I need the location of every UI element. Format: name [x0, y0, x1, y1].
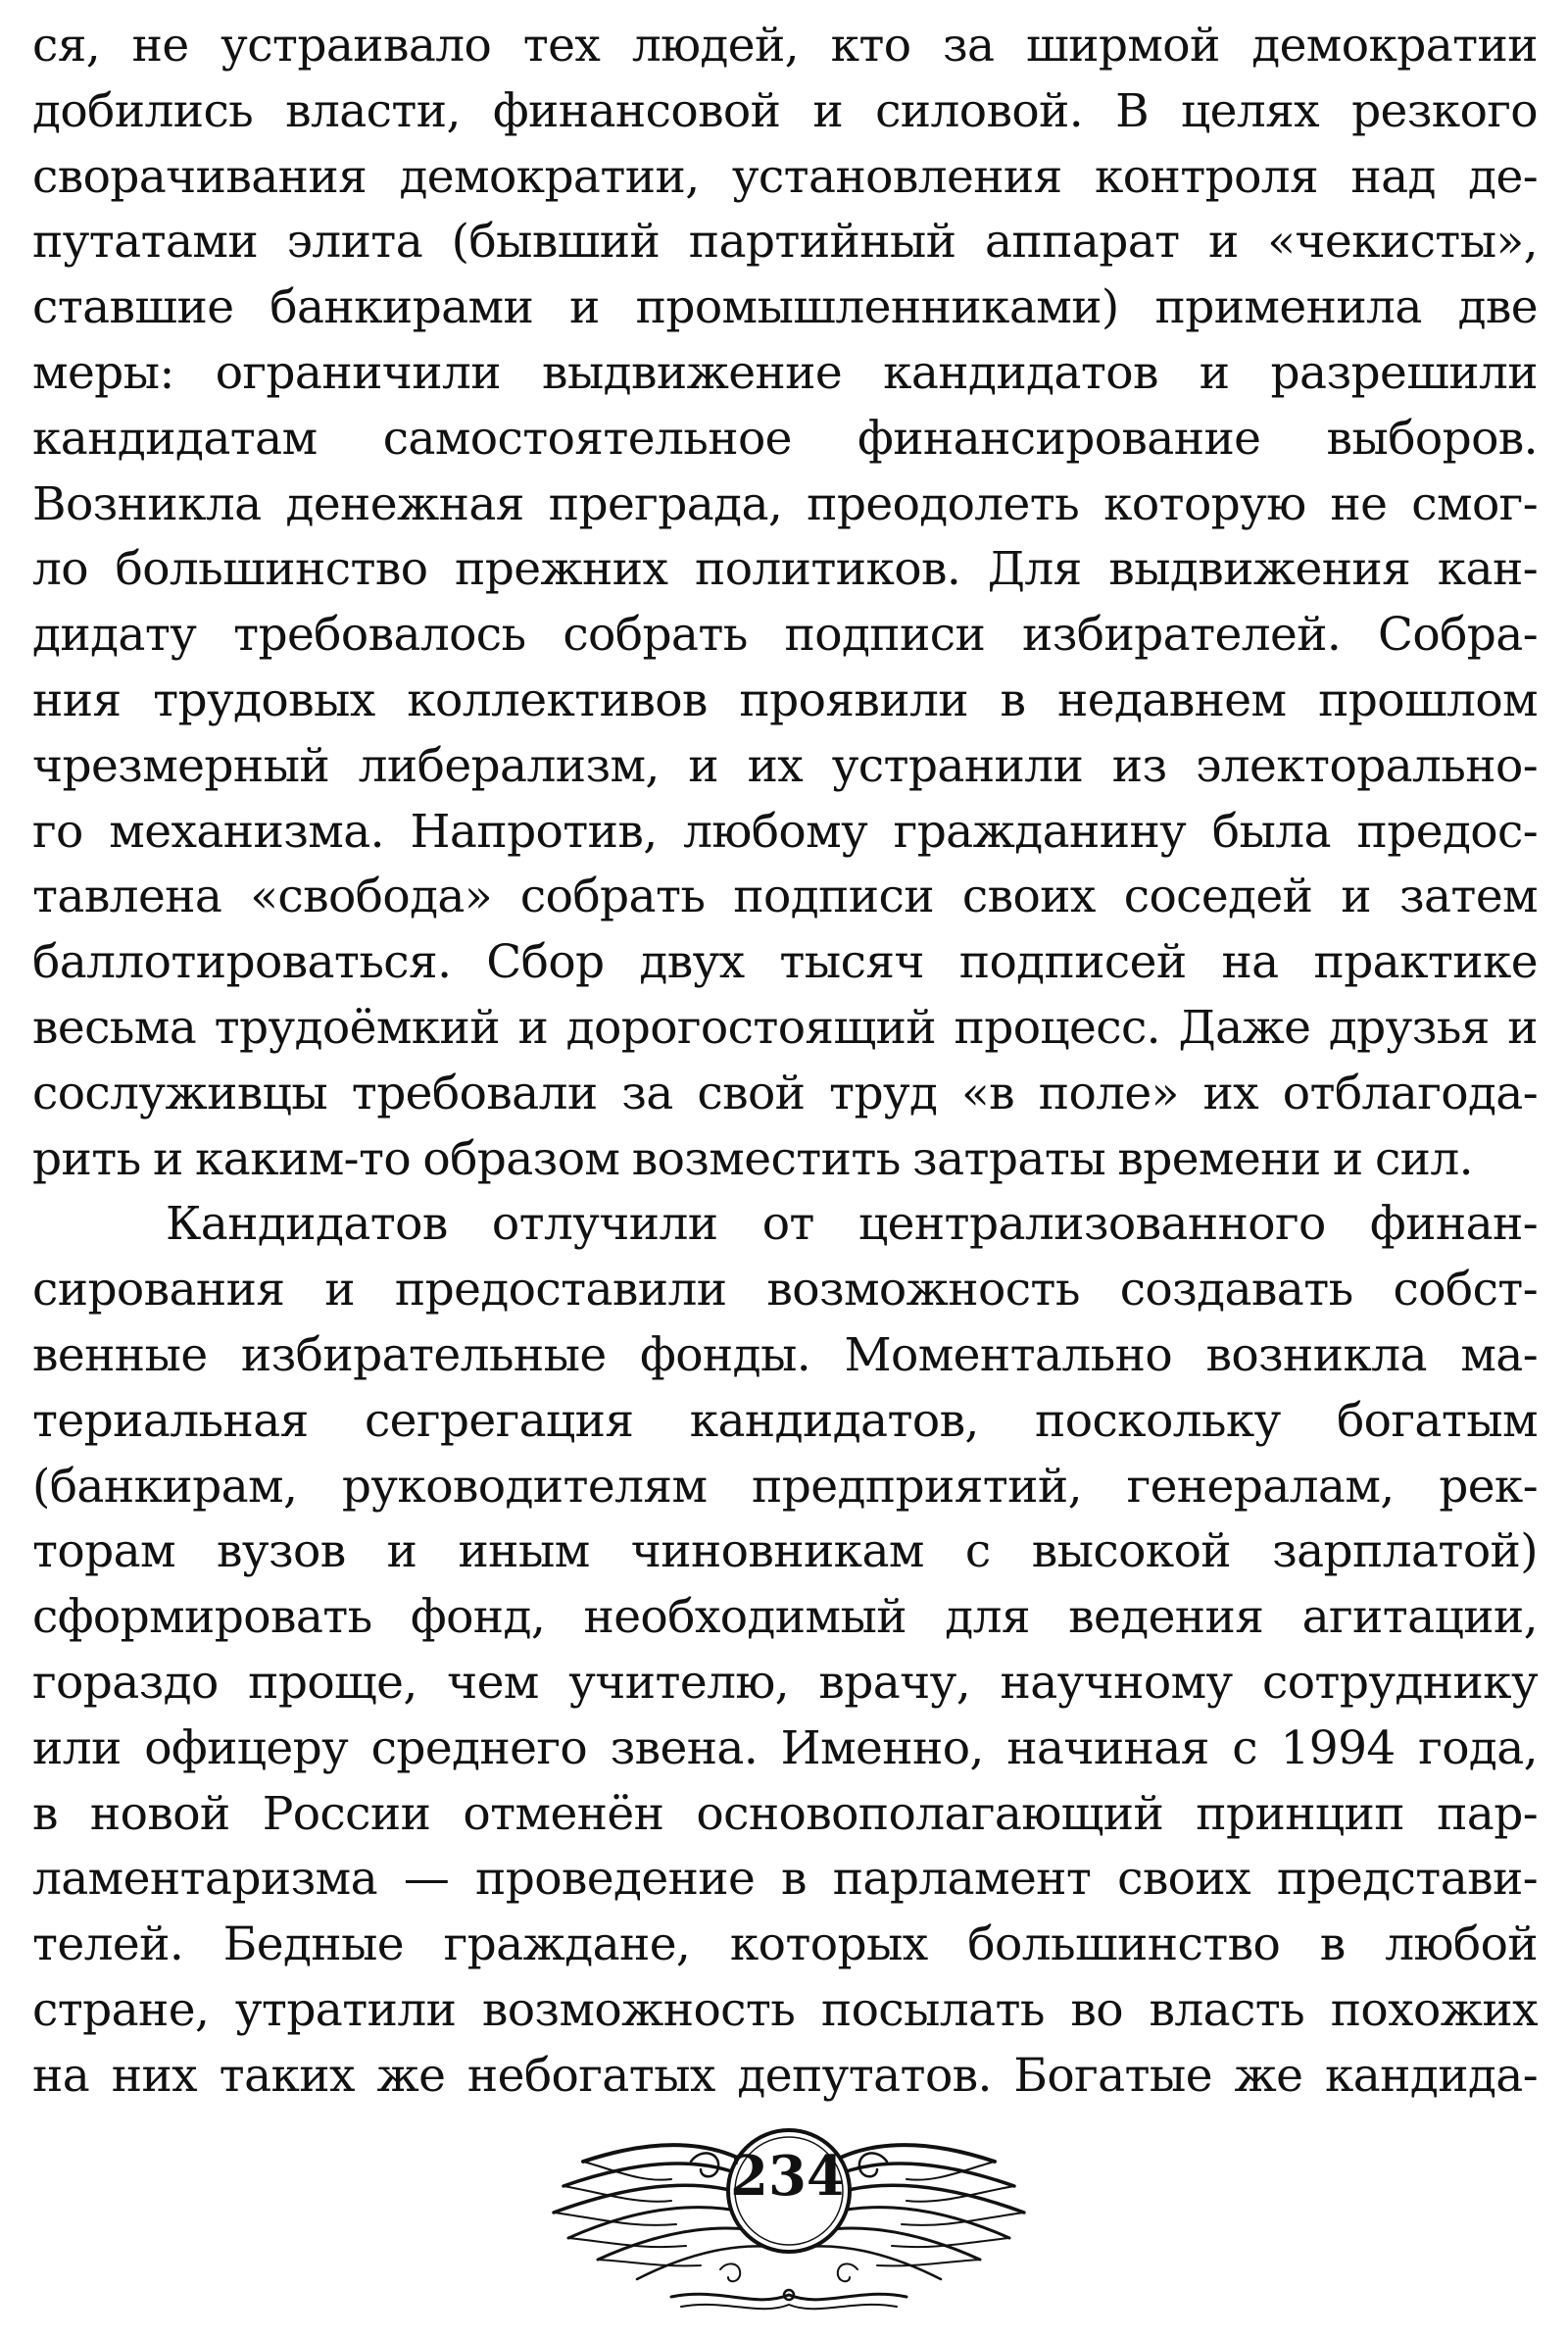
text-line: сформировать фонд, необходимый для ведения агитации, [32, 1590, 1538, 1645]
text-line-paragraph-end: рить и каким-то образом возместить затраты времени и сил. [32, 1131, 1474, 1186]
text-line: кандидатам самостоятельное финансирование выборов. [32, 411, 1538, 466]
text-line: ния трудовых коллективов проявили в недавнем прошлом [32, 672, 1538, 727]
text-line: венные избирательные фонды. Моментально возникла ма- [32, 1327, 1538, 1382]
text-line: путатами элита (бывший партийный аппарат и «чекисты», [32, 215, 1538, 270]
text-line: сворачивания демократии, установления контроля над де- [32, 149, 1538, 204]
text-line: гораздо проще, чем учителю, врачу, научному сотруднику [32, 1655, 1538, 1710]
text-line: ламентаризма — проведение в парламент своих представи- [32, 1852, 1538, 1907]
text-line-paragraph-start: Кандидатов отлучили от централизованного финан- [166, 1197, 1538, 1252]
text-line: меры: ограничили выдвижение кандидатов и разрешили [32, 345, 1538, 400]
text-line: (банкирам, руководителям предприятий, генералам, рек- [32, 1459, 1538, 1514]
page-number: 234 [730, 2144, 845, 2209]
text-line: телей. Бедные граждане, которых большинство в любой [32, 1917, 1538, 1972]
text-line: ся, не устраивало тех людей, кто за ширмой демократии [32, 19, 1538, 73]
text-line: го механизма. Напротив, любому гражданину была предос- [32, 804, 1538, 859]
text-line: в новой России отменён основополагающий принцип пар- [32, 1786, 1538, 1841]
text-line: дидату требовалось собрать подписи избирателей. Собра- [32, 608, 1538, 663]
text-line: ставшие банкирами и промышленниками) применила две [32, 280, 1538, 335]
text-line: стране, утратили возможность посылать во власть похожих [32, 1982, 1538, 2037]
body-text [32, 14, 1538, 2110]
text-line: териальная сегрегация кандидатов, поскольку богатым [32, 1393, 1538, 1448]
text-line: сирования и предоставили возможность создавать собст- [32, 1263, 1538, 1318]
text-line: чрезмерный либерализм, и их устранили из электорально- [32, 738, 1538, 793]
text-line: сослуживцы требовали за свой труд «в поле» их отблагода- [32, 1066, 1538, 1120]
text-line: весьма трудоёмкий и дорогостоящий процесс. Даже друзья и [32, 1000, 1538, 1055]
text-line: торам вузов и иным чиновникам с высокой зарплатой) [32, 1524, 1538, 1579]
text-line: на них таких же небогатых депутатов. Богатые же кандида- [32, 2048, 1538, 2103]
text-line: Возникла денежная преграда, преодолеть которую не смог- [32, 476, 1538, 531]
text-line: или офицеру среднего звена. Именно, начиная с 1994 года, [32, 1720, 1538, 1775]
text-line: ло большинство прежних политиков. Для выдвижения кан- [32, 542, 1538, 597]
text-line: добились власти, финансовой и силовой. В целях резкого [32, 83, 1538, 138]
text-line: баллотироваться. Сбор двух тысяч подписей на практике [32, 935, 1538, 990]
text-line: тавлена «свобода» собрать подписи своих соседей и затем [32, 870, 1538, 924]
